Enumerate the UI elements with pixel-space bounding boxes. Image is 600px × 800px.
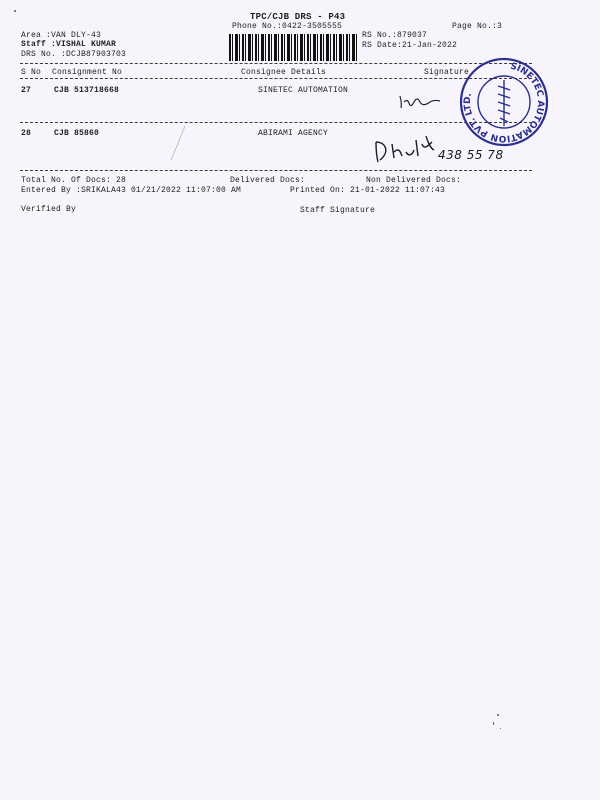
header-divider-top — [20, 63, 532, 64]
scan-speck — [493, 722, 494, 725]
staff-signature-label: Staff Signature — [300, 206, 376, 215]
rs-number: RS No.:879037 — [362, 31, 428, 40]
row-consignment-no: CJB 85860 — [54, 129, 100, 138]
footer-divider — [20, 170, 532, 171]
col-header-consignee: Consignee Details — [241, 68, 327, 77]
company-stamp — [458, 56, 550, 148]
row-consignment-no: CJB 513718668 — [54, 86, 120, 95]
signature-row-27 — [396, 88, 444, 112]
area-field: Area :VAN DLY-43 — [21, 31, 102, 40]
row-sno: 28 — [21, 129, 32, 138]
col-header-sno: S No — [21, 68, 42, 77]
printed-on: Printed On: 21-01-2022 11:07:43 — [290, 186, 446, 195]
staff-field: Staff :VISHAL KUMAR — [21, 40, 117, 49]
phone-number: Phone No.:0422-3505555 — [232, 22, 343, 31]
row-consignee: ABIRAMI AGENCY — [258, 129, 329, 138]
col-header-signature: Signature — [424, 68, 470, 77]
document-title: TPC/CJB DRS - P43 — [250, 12, 346, 22]
page-number: Page No.:3 — [452, 22, 503, 31]
row-consignee: SINETEC AUTOMATION — [258, 86, 349, 95]
pencil-mark — [165, 124, 189, 164]
rs-date: RS Date:21-Jan-2022 — [362, 41, 458, 50]
scan-speck — [14, 10, 16, 12]
row-divider — [20, 122, 532, 123]
total-docs: Total No. Of Docs: 28 — [21, 176, 127, 185]
scan-speck — [500, 728, 501, 729]
header-divider-bottom — [20, 78, 532, 79]
verified-by-label: Verified By — [21, 205, 77, 214]
non-delivered-docs: Non Delivered Docs: — [366, 176, 462, 185]
barcode — [229, 34, 357, 61]
delivered-docs: Delivered Docs: — [230, 176, 306, 185]
stamp-text: SINETEC AUTOMATION PVT. LTD. — [462, 61, 546, 144]
col-header-consignment: Consignment No — [52, 68, 123, 77]
drs-number: DRS No. :DCJB87903703 — [21, 50, 127, 59]
handwritten-phone-note: 438 55 78 — [438, 148, 504, 162]
scan-speck — [497, 714, 499, 716]
entered-by: Entered By :SRIKALA43 01/21/2022 11:07:00 AM — [21, 186, 242, 195]
row-sno: 27 — [21, 86, 32, 95]
